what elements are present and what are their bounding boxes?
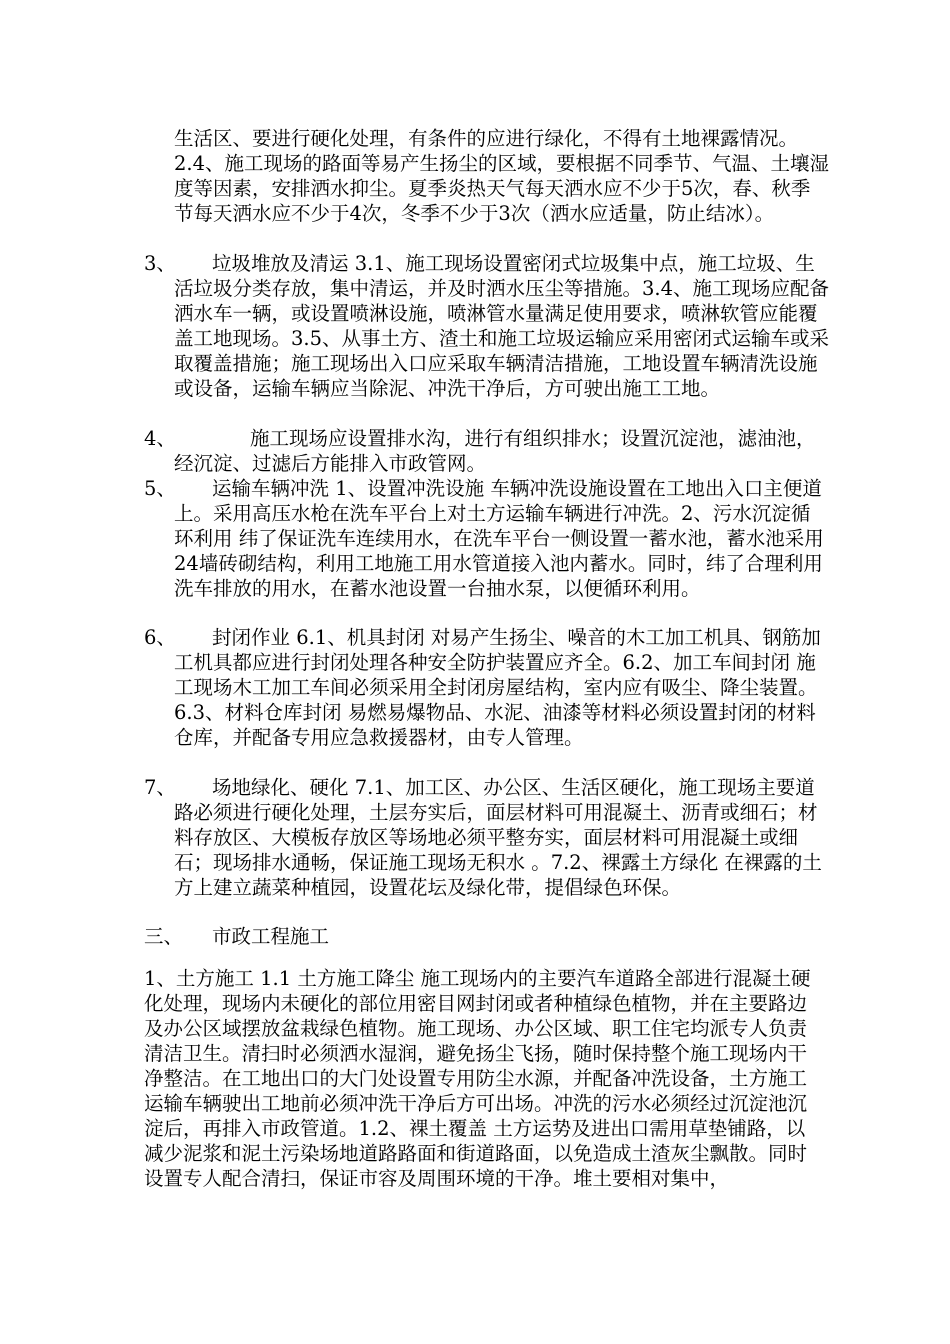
list-item-body <box>174 426 829 476</box>
list-item-number: 3、 <box>144 252 176 275</box>
list-item-3 <box>144 251 829 401</box>
list-item-7 <box>144 775 829 900</box>
list-item-text: 6.1、机具封闭 对易产生扬尘、噪音的木工加工机具、钢筋加工机具都应进行封闭处理各种安全防护装置应齐全。6.2、加工车间封闭 施工现场木工加工车间必须采用全封闭房屋结构，室内应有吸尘、降尘装置。6.3、材料仓库封闭 易燃易爆物品、水泥、油漆等材料必须设置封闭的材料仓库，并配备专用应急救援器材，由专人管理。 <box>174 626 821 749</box>
list-item-number: 5、 <box>144 477 176 500</box>
list-item-body <box>174 625 829 750</box>
list-item-4 <box>144 426 829 476</box>
body-paragraph: 1、土方施工 1.1 土方施工降尘 施工现场内的主要汽车道路全部进行混凝土硬化处理，现场内未硬化的部位用密目网封闭或者种植绿色植物，并在主要路边及办公区域摆放盆栽绿色植物。施工现场、办公区域、职工住宅均派专人负责清洁卫生。清扫时必须洒水湿润，避免扬尘飞扬，随时保持整个施工现场内干净整洁。在工地出口的大门处设置专用防尘水源，并配备冲洗设备，土方施工运输车辆驶出工地前必须冲洗干净后方可出场。冲洗的污水必须经过沉淀池沉淀后，再排入市政管道。1.2、裸土覆盖 土方运势及进出口需用草垫铺路，以减少泥浆和泥土污染场地道路路面和街道路面，以免造成土渣灰尘飘散。同时设置专人配合清扫，保证市容及周围环境的干净。堆土要相对集中， <box>144 967 811 1190</box>
list-item-body <box>174 476 829 601</box>
list-item-number: 4、 <box>144 427 176 450</box>
list-item-number: 7、 <box>144 776 176 799</box>
list-item-text: 3.1、施工现场设置密闭式垃圾集中点，施工垃圾、生活垃圾分类存放，集中清运，并及时洒水压尘等措施。3.4、施工现场应配备洒水车一辆，或设置喷淋设施，喷淋管水量满足使用要求，喷淋软管应能覆盖工地现场。3.5、从事土方、渣土和施工垃圾运输应采用密闭式运输车或采取覆盖措施；施工现场出入口应采取车辆清洁措施，工地设置车辆清洗设施或设备，运输车辆应当除泥、冲洗干净后，方可驶出施工工地。 <box>174 252 830 400</box>
list-item-number: 6、 <box>144 626 176 649</box>
continuation-paragraph: 生活区、要进行硬化处理，有条件的应进行绿化，不得有土地裸露情况。2.4、施工现场的路面等易产生扬尘的区域，要根据不同季节、气温、土壤湿度等因素，安排洒水抑尘。夏季炎热天气每天洒水应不少于5次，春、秋季节每天洒水应不少于4次，冬季不少于3次（洒水应适量，防止结冰）。 <box>174 127 830 225</box>
list-item-body <box>174 775 829 900</box>
list-item-body <box>174 251 829 401</box>
list-item-text: 7.1、加工区、办公区、生活区硬化，施工现场主要道路必须进行硬化处理，土层夯实后，面层材料可用混凝土、沥青或细石；材料存放区、大模板存放区等场地必须平整夯实，面层材料可用混凝土或细石；现场排水通畅，保证施工现场无积水 。7.2、裸露土方绿化 在裸露的土方上建立蔬菜种植园，设置花坛及绿化带，提倡绿色环保。 <box>174 776 822 899</box>
list-item-5 <box>144 476 829 601</box>
list-item-6 <box>144 625 829 750</box>
list-item-text: 1、设置冲洗设施 车辆冲洗设施设置在工地出入口主便道上。采用高压水枪在洗车平台上对土方运输车辆进行冲洗。2、污水沉淀循环利用 纬了保证洗车连续用水，在洗车平台一侧设置一蓄水池，蓄水池采用24墙砖砌结构，利用工地施工用水管道接入池内蓄水。同时，纬了合理利用洗车排放的用水，在蓄水池设置一台抽水泵，以便循环利用。 <box>174 477 824 600</box>
list-item-title: 场地绿化、硬化 <box>212 776 349 799</box>
list-item-title: 垃圾堆放及清运 <box>212 252 349 275</box>
section-heading <box>144 924 329 949</box>
list-item-title: 封闭作业 <box>212 626 291 649</box>
section-title: 市政工程施工 <box>212 925 330 948</box>
section-number: 三、 <box>144 925 184 948</box>
list-item-title: 运输车辆冲洗 <box>212 477 330 500</box>
list-item-title: 施工现场应设置排水沟，进行有组织排水；设置沉淀池，滤油池，经沉淀、过滤后方能排入市政管网。 <box>174 427 816 475</box>
